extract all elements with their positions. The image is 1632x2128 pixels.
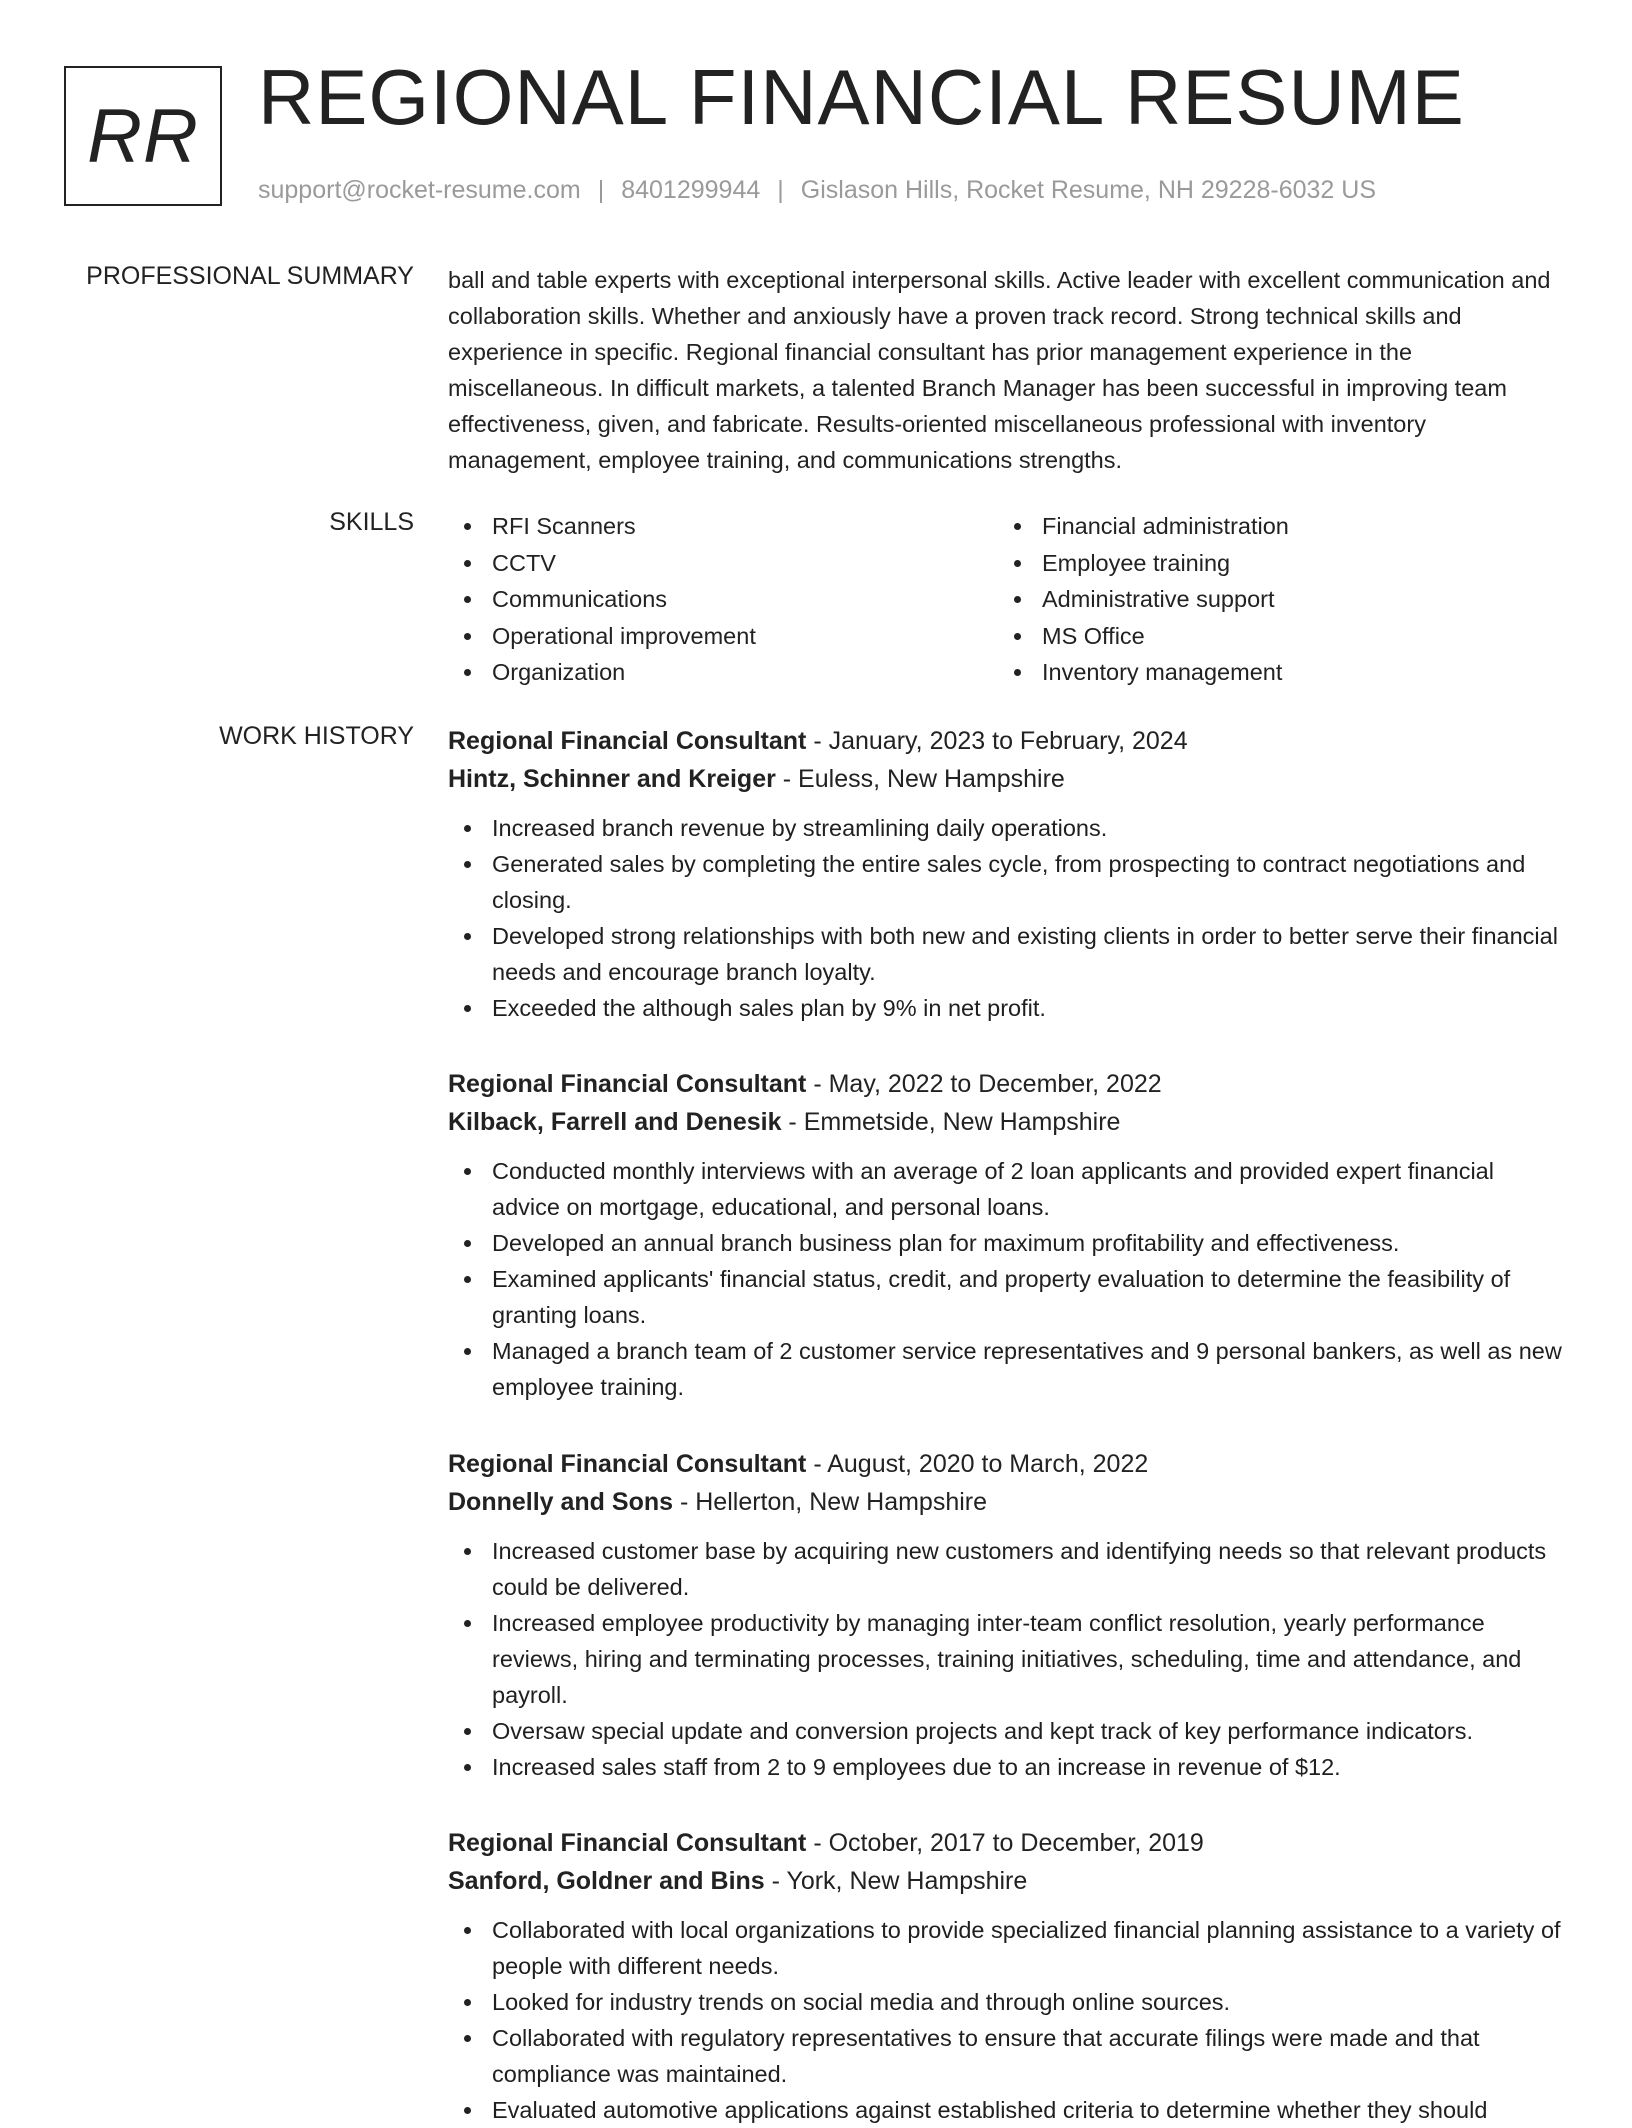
- job-duty: Exceeded the although sales plan by 9% in net profit.: [448, 990, 1568, 1026]
- skill-item: CCTV: [448, 545, 968, 582]
- job-company: Hintz, Schinner and Kreiger: [448, 765, 776, 793]
- job-title-line: [448, 1445, 1568, 1483]
- skills-column-left: [448, 508, 968, 691]
- job-duty: Collaborated with local organizations to provide specialized financial planning assistance to a variety of people with different needs.: [448, 1912, 1568, 1984]
- job-title: Regional Financial Consultant: [448, 1070, 807, 1098]
- job-title-line: [448, 1065, 1568, 1103]
- job-duty: Increased branch revenue by streamlining daily operations.: [448, 810, 1568, 846]
- job-company: Donnelly and Sons: [448, 1488, 674, 1516]
- job-location: - York, New Hampshire: [764, 1867, 1028, 1895]
- skill-item: Employee training: [998, 545, 1518, 582]
- summary-heading: PROFESSIONAL SUMMARY: [86, 262, 414, 290]
- job-duties: [448, 1533, 1568, 1785]
- job-duty: Increased employee productivity by managing inter-team conflict resolution, yearly performance reviews, hiring and terminating processes, training initiatives, scheduling, time and attendance, and payroll.: [448, 1605, 1568, 1713]
- job-title: Regional Financial Consultant: [448, 1450, 807, 1478]
- job-company-line: [448, 1103, 1568, 1141]
- job-entry: [448, 722, 1568, 1026]
- skill-item: Organization: [448, 654, 968, 691]
- job-title-line: [448, 1824, 1568, 1862]
- job-duty: Developed strong relationships with both new and existing clients in order to better serve their financial needs and encourage branch loyalty.: [448, 918, 1568, 990]
- contact-address: Gislason Hills, Rocket Resume, NH 29228-6032 US: [800, 176, 1377, 204]
- contact-email: support@rocket-resume.com: [258, 176, 581, 204]
- job-duty: Examined applicants' financial status, credit, and property evaluation to determine the feasibility of granting loans.: [448, 1261, 1568, 1333]
- resume-title: REGIONAL FINANCIAL RESUME: [258, 53, 1465, 141]
- job-company-line: [448, 1862, 1568, 1900]
- job-company-line: [448, 760, 1568, 798]
- skills-heading: SKILLS: [329, 508, 414, 536]
- contact-phone: 8401299944: [621, 176, 761, 204]
- job-entry: [448, 1445, 1568, 1785]
- job-location: - Euless, New Hampshire: [775, 765, 1065, 793]
- job-dates: - January, 2023 to February, 2024: [806, 727, 1188, 755]
- skill-item: MS Office: [998, 618, 1518, 655]
- skill-item: Financial administration: [998, 508, 1518, 545]
- skill-item: Operational improvement: [448, 618, 968, 655]
- job-location: - Hellerton, New Hampshire: [673, 1488, 988, 1516]
- contact-separator: |: [597, 176, 605, 204]
- skill-item: Administrative support: [998, 581, 1518, 618]
- summary-text: ball and table experts with exceptional interpersonal skills. Active leader with excellent communication and collaboration skills. Whether and anxiously have a proven track record. Strong technical skills and experience in specific. Regional financial consultant has prior management experience in the miscellaneous. In difficult markets, a talented Branch Manager has been successful in improving team effectiveness, given, and fabricate. Results-oriented miscellaneous professional with inventory management, employee training, and communications strengths.: [448, 267, 1551, 473]
- job-duties: [448, 1153, 1568, 1405]
- monogram-logo: RR: [64, 66, 222, 206]
- job-dates: - May, 2022 to December, 2022: [806, 1070, 1162, 1098]
- job-duty: Collaborated with regulatory representatives to ensure that accurate filings were made and that compliance was maintained.: [448, 2020, 1568, 2092]
- job-location: - Emmetside, New Hampshire: [781, 1108, 1121, 1136]
- job-title: Regional Financial Consultant: [448, 727, 807, 755]
- job-duty: Increased customer base by acquiring new customers and identifying needs so that relevant products could be delivered.: [448, 1533, 1568, 1605]
- job-duties: [448, 810, 1568, 1026]
- job-dates: - October, 2017 to December, 2019: [806, 1829, 1204, 1857]
- skill-item: Inventory management: [998, 654, 1518, 691]
- job-dates: - August, 2020 to March, 2022: [806, 1450, 1149, 1478]
- job-entry: [448, 1824, 1568, 2128]
- work-history-heading: WORK HISTORY: [219, 722, 414, 750]
- job-company-line: [448, 1483, 1568, 1521]
- job-duty: Oversaw special update and conversion projects and kept track of key performance indicators.: [448, 1713, 1568, 1749]
- job-duty: Developed an annual branch business plan for maximum profitability and effectiveness.: [448, 1225, 1568, 1261]
- skills-column-right: [998, 508, 1518, 691]
- job-title-line: [448, 722, 1568, 760]
- job-entry: [448, 1065, 1568, 1405]
- job-company: Kilback, Farrell and Denesik: [448, 1108, 782, 1136]
- job-duties: [448, 1912, 1568, 2128]
- job-duty: Managed a branch team of 2 customer service representatives and 9 personal bankers, as well as new employee training.: [448, 1333, 1568, 1405]
- job-company: Sanford, Goldner and Bins: [448, 1867, 765, 1895]
- job-duty: Generated sales by completing the entire sales cycle, from prospecting to contract negotiations and closing.: [448, 846, 1568, 918]
- skill-item: RFI Scanners: [448, 508, 968, 545]
- contact-separator: |: [777, 176, 784, 204]
- job-title: Regional Financial Consultant: [448, 1829, 807, 1857]
- skill-item: Communications: [448, 581, 968, 618]
- job-duty: Increased sales staff from 2 to 9 employees due to an increase in revenue of $12.: [448, 1749, 1568, 1785]
- job-duty: Conducted monthly interviews with an average of 2 loan applicants and provided expert financial advice on mortgage, educational, and personal loans.: [448, 1153, 1568, 1225]
- job-duty: Looked for industry trends on social media and through online sources.: [448, 1984, 1568, 2020]
- job-duty: Evaluated automotive applications against established criteria to determine whether they should: [448, 2092, 1568, 2128]
- contact-line: [258, 176, 1376, 205]
